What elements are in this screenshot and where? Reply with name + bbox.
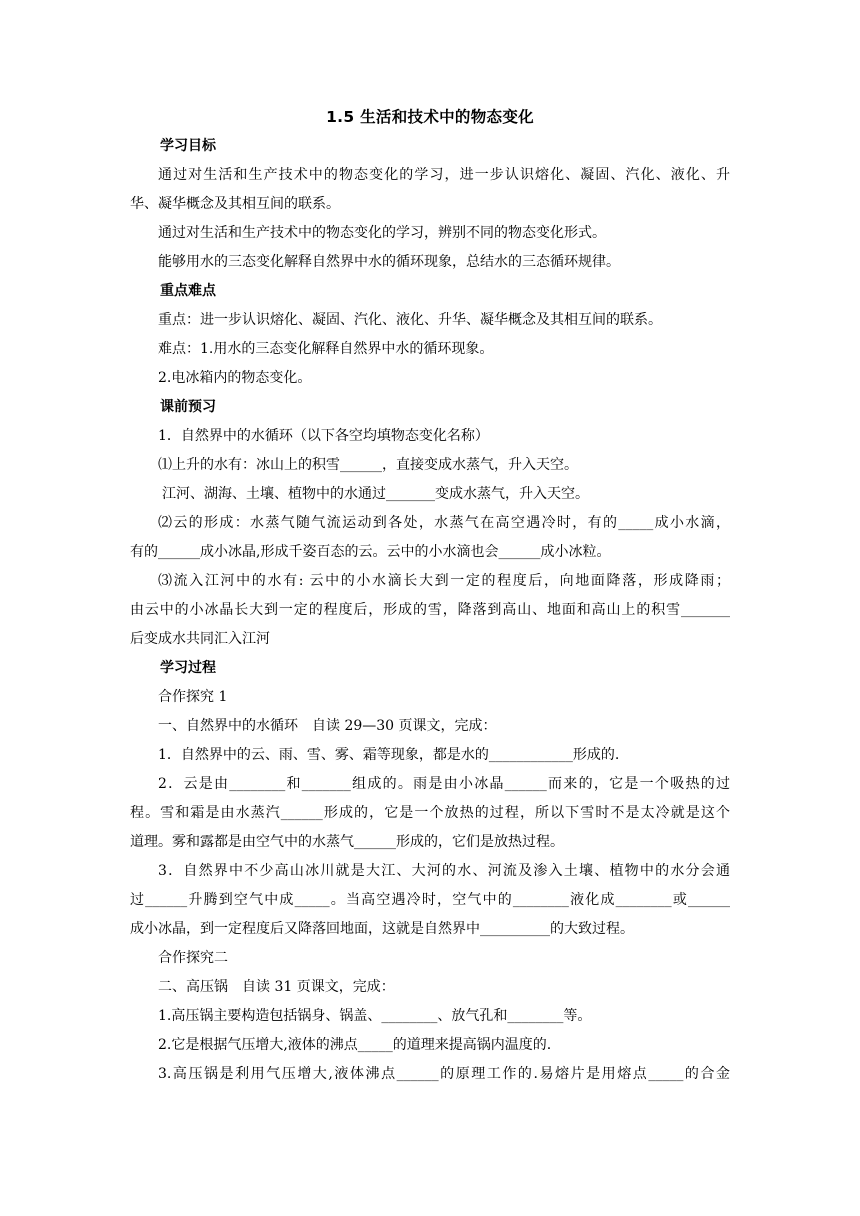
- paragraph-line: 2．云是由________和_______组成的。雨是由小冰晶______而来的，它是一个吸热的过: [158, 776, 730, 792]
- paragraph-line: 由云中的小冰晶长大到一定的程度后，形成的雪，降落到高山、地面和高山上的积雪_______: [130, 602, 730, 618]
- paragraph-line: 合作探究二: [158, 950, 228, 966]
- paragraph-line: 通过对生活和生产技术中的物态变化的学习，辨别不同的物态变化形式。: [158, 225, 606, 241]
- paragraph-line: ⑶流入江河中的水有: 云中的小水滴长大到一定的程度后，向地面降落，形成降雨；: [158, 573, 730, 589]
- section-heading-process: 学习过程: [160, 660, 216, 676]
- paragraph-line: 重点：进一步认识熔化、凝固、汽化、液化、升华、凝华概念及其相互间的联系。: [158, 312, 662, 328]
- paragraph-line: 2.它是根据气压增大,液体的沸点_____的道理来提高锅内温度的.: [158, 1037, 552, 1053]
- paragraph-line: 程。雪和霜是由水蒸汽______形成的，它是一个放热的过程，所以下雪时不是太冷就是这个: [130, 805, 730, 821]
- paragraph-line: 3．自然界中不少高山冰川就是大江、大河的水、河流及渗入土壤、植物中的水分会通: [158, 863, 730, 879]
- paragraph-line: 3.高压锅是利用气压增大,液体沸点______的原理工作的.易熔片是用熔点_____的合金: [158, 1066, 730, 1082]
- paragraph-line: 二、高压锅 自读 31 页课文，完成：: [158, 979, 395, 995]
- paragraph-line: ⑴上升的水有：冰山上的积雪______，直接变成水蒸气，升入天空。: [158, 457, 578, 473]
- section-heading-key: 重点难点: [160, 283, 216, 299]
- paragraph-line: 有的______成小冰晶,形成千姿百态的云。云中的小水滴也会______成小冰粒。: [130, 544, 611, 560]
- document-body: [130, 132, 730, 1089]
- paragraph-line: 2.电冰箱内的物态变化。: [158, 370, 312, 386]
- paragraph-line: 后变成水共同汇入江河: [130, 631, 270, 647]
- paragraph-line: 成小冰晶，到一定程度后又降落回地面，这就是自然界中__________的大致过程。: [130, 921, 634, 937]
- paragraph-line: 合作探究 1: [158, 689, 228, 705]
- paragraph-line: 江河、湖海、土壤、植物中的水通过_______变成水蒸气，升入天空。: [162, 486, 589, 502]
- paragraph-line: 过______升腾到空气中成_____。当高空遇冷时，空气中的________液化成________或______: [130, 892, 730, 908]
- document-title: 1.5 生活和技术中的物态变化: [326, 108, 534, 126]
- paragraph-line: 通过对生活和生产技术中的物态变化的学习，进一步认识熔化、凝固、汽化、液化、升: [158, 167, 730, 183]
- paragraph-line: 华、凝华概念及其相互间的联系。: [130, 196, 340, 212]
- paragraph-line: ⑵云的形成：水蒸气随气流运动到各处，水蒸气在高空遇冷时，有的_____成小水滴，: [158, 515, 730, 531]
- section-heading-preview: 课前预习: [160, 399, 216, 415]
- paragraph-line: 难点：1.用水的三态变化解释自然界中水的循环现象。: [158, 341, 494, 357]
- section-heading-goals: 学习目标: [160, 138, 216, 154]
- paragraph-line: 1．自然界中的水循环（以下各空均填物态变化名称）: [158, 428, 489, 444]
- paragraph-line: 1．自然界中的云、雨、雪、雾、霜等现象，都是水的____________形成的.: [158, 747, 620, 763]
- paragraph-line: 1.高压锅主要构造包括锅身、锅盖、________、放气孔和________等。: [158, 1008, 592, 1024]
- paragraph-line: 能够用水的三态变化解释自然界中水的循环现象，总结水的三态循环规律。: [158, 254, 620, 270]
- paragraph-line: 道理。雾和露都是由空气中的水蒸气______形成的，它们是放热过程。: [130, 834, 564, 850]
- paragraph-line: 一、自然界中的水循环 自读 29—30 页课文，完成：: [158, 718, 497, 734]
